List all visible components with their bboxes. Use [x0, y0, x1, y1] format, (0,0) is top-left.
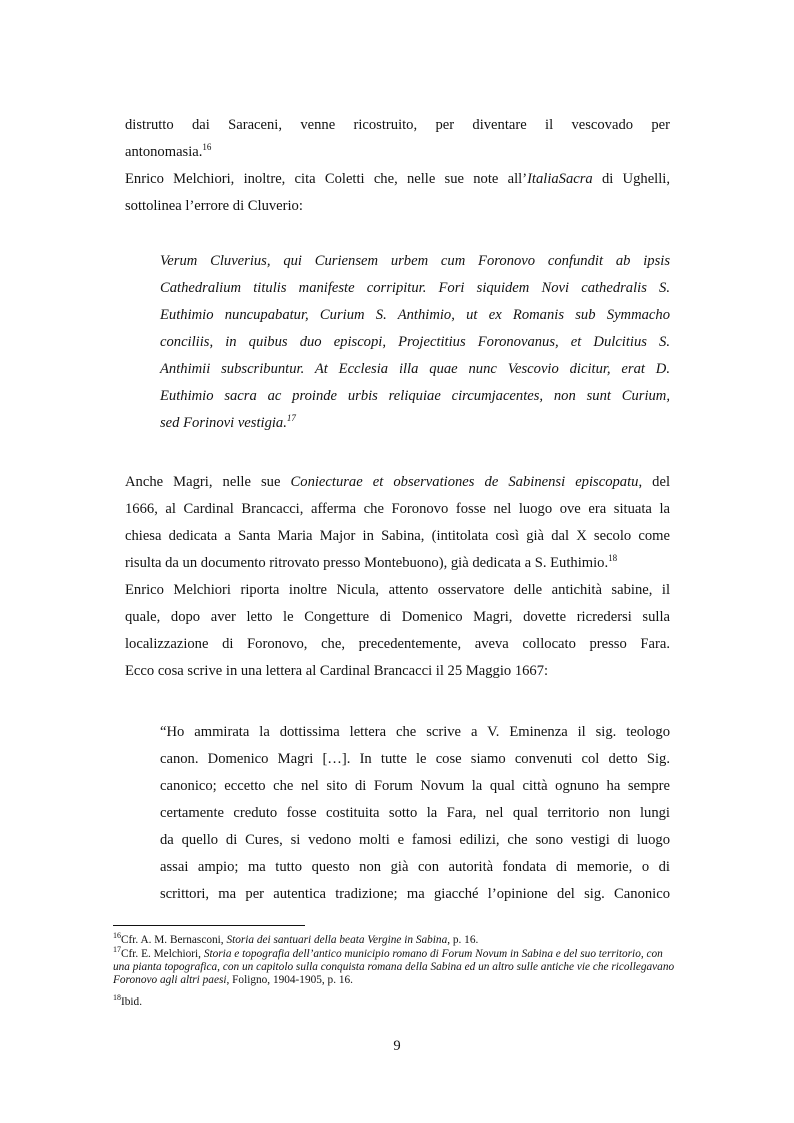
- footnote-ref-17[interactable]: 17: [286, 413, 296, 424]
- text-line: 1666, al Cardinal Brancacci, afferma che Foronovo fosse nel luogo ove era situata la: [125, 501, 670, 517]
- footnote-16: [113, 931, 681, 947]
- text-fragment: Enrico Melchiori, inoltre, cita Coletti che, nelle sue note all’: [125, 171, 528, 187]
- latin-quote: [160, 248, 670, 437]
- text-fragment: sed Forinovi vestigia.: [160, 415, 287, 431]
- text-fragment: risulta da un documento ritrovato presso Montebuono), già dedicata a S. Euthimio.: [125, 555, 609, 571]
- footnote-number: 17: [113, 945, 121, 955]
- quote-line: certamente creduto fosse costituita sotto la Fara, nel qual territorio non lungi: [160, 805, 670, 821]
- text-line: Ecco cosa scrive in una lettera al Cardinal Brancacci il 25 Maggio 1667:: [125, 663, 549, 679]
- text-fragment: Cfr. A. M. Bernasconi,: [121, 934, 227, 946]
- page-number: 9: [393, 1038, 401, 1054]
- text-fragment: , p. 16.: [447, 934, 479, 946]
- text-fragment: di Ughelli,: [592, 171, 670, 187]
- work-title: Coniecturae et observationes de Sabinensi episcopatu: [290, 474, 639, 490]
- paragraph-1: [125, 112, 670, 166]
- footnote-number: 18: [113, 993, 121, 1003]
- quote-line: scrittori, ma per autentica tradizione; ma giacché l’opinione del sig. Canonico: [160, 886, 670, 902]
- text-line: distrutto dai Saraceni, venne ricostruito, per diventare il vescovado per: [125, 117, 670, 133]
- footnote-separator: [113, 925, 305, 926]
- text-fragment: Anche Magri, nelle sue: [125, 474, 291, 490]
- text-fragment: Ibid.: [121, 996, 143, 1008]
- italian-quote: [160, 719, 670, 908]
- text-fragment: Cfr. E. Melchiori,: [121, 948, 204, 960]
- paragraph-2: [125, 166, 670, 220]
- quote-line: “Ho ammirata la dottissima lettera che scrive a V. Eminenza il sig. teologo: [160, 724, 670, 740]
- quote-line: conciliis, in quibus duo episcopi, Projectitius Foronovanus, et Dulcitius S.: [160, 334, 670, 350]
- work-title: Storia e topografia dell’antico municipio romano di Forum Novum in Sabina e del suo territorio, con una pianta topografica, con un capitolo sulla conquista romana della Sabina ed un altro sulle antiche vie che ricollegavano Foronovo agli altri paesi: [113, 948, 675, 986]
- quote-line: Euthimio sacra ac proinde urbis reliquiae circumjacentes, non sunt Curium,: [160, 388, 670, 404]
- text-fragment: , del: [638, 474, 670, 490]
- footnote-number: 16: [113, 931, 121, 941]
- quote-line: da quello di Cures, si vedono molti e famosi edilizi, che sono vestigi di luogo: [160, 832, 670, 848]
- text-line: Enrico Melchiori riporta inoltre Nicula, attento osservatore delle antichità sabine, il: [125, 582, 670, 598]
- paragraph-4: [125, 577, 670, 685]
- footnote-17: [113, 945, 681, 987]
- quote-line: Euthimio nuncupabatur, Curium S. Anthimio, ut ex Romanis sub Symmacho: [160, 307, 670, 323]
- quote-line: Verum Cluverius, qui Curiensem urbem cum Foronovo confundit ab ipsis: [160, 253, 670, 269]
- text-line: [125, 469, 670, 496]
- text-fragment: , Foligno, 1904-1905, p. 16.: [226, 974, 353, 986]
- footnote-18: [113, 993, 681, 1009]
- work-title: Storia dei santuari della beata Vergine in Sabina: [226, 934, 448, 946]
- quote-line: canon. Domenico Magri […]. In tutte le cose siamo convenuti col detto Sig.: [160, 751, 670, 767]
- text-line: localizzazione di Foronovo, che, precedentemente, aveva collocato presso Fara.: [125, 636, 670, 652]
- work-title: ItaliaSacra: [527, 171, 593, 187]
- quote-line: Anthimii subscribuntur. At Ecclesia illa quae nunc Vescovio dicitur, erat D.: [160, 361, 670, 377]
- footnote-ref-18[interactable]: 18: [608, 553, 618, 564]
- quote-line: Cathedralium titulis manifeste corripitur. Fori siquidem Novi cathedralis S.: [160, 280, 670, 296]
- quote-line: assai ampio; ma tutto questo non già con autorità fondata di memorie, o di: [160, 859, 670, 875]
- text-line: sottolinea l’errore di Cluverio:: [125, 198, 303, 214]
- quote-line: [160, 410, 670, 437]
- text-fragment: antonomasia.: [125, 144, 203, 160]
- text-line: [125, 139, 670, 166]
- text-line: [125, 166, 670, 193]
- text-line: [125, 550, 670, 577]
- text-line: chiesa dedicata a Santa Maria Major in Sabina, (intitolata così già dal X secolo come: [125, 528, 670, 544]
- footnote-ref-16[interactable]: 16: [202, 142, 212, 153]
- text-line: quale, dopo aver letto le Congetture di Domenico Magri, dovette ricredersi sulla: [125, 609, 670, 625]
- paragraph-3: [125, 469, 670, 577]
- quote-line: canonico; eccetto che nel sito di Forum Novum la qual città ognuno ha sempre: [160, 778, 670, 794]
